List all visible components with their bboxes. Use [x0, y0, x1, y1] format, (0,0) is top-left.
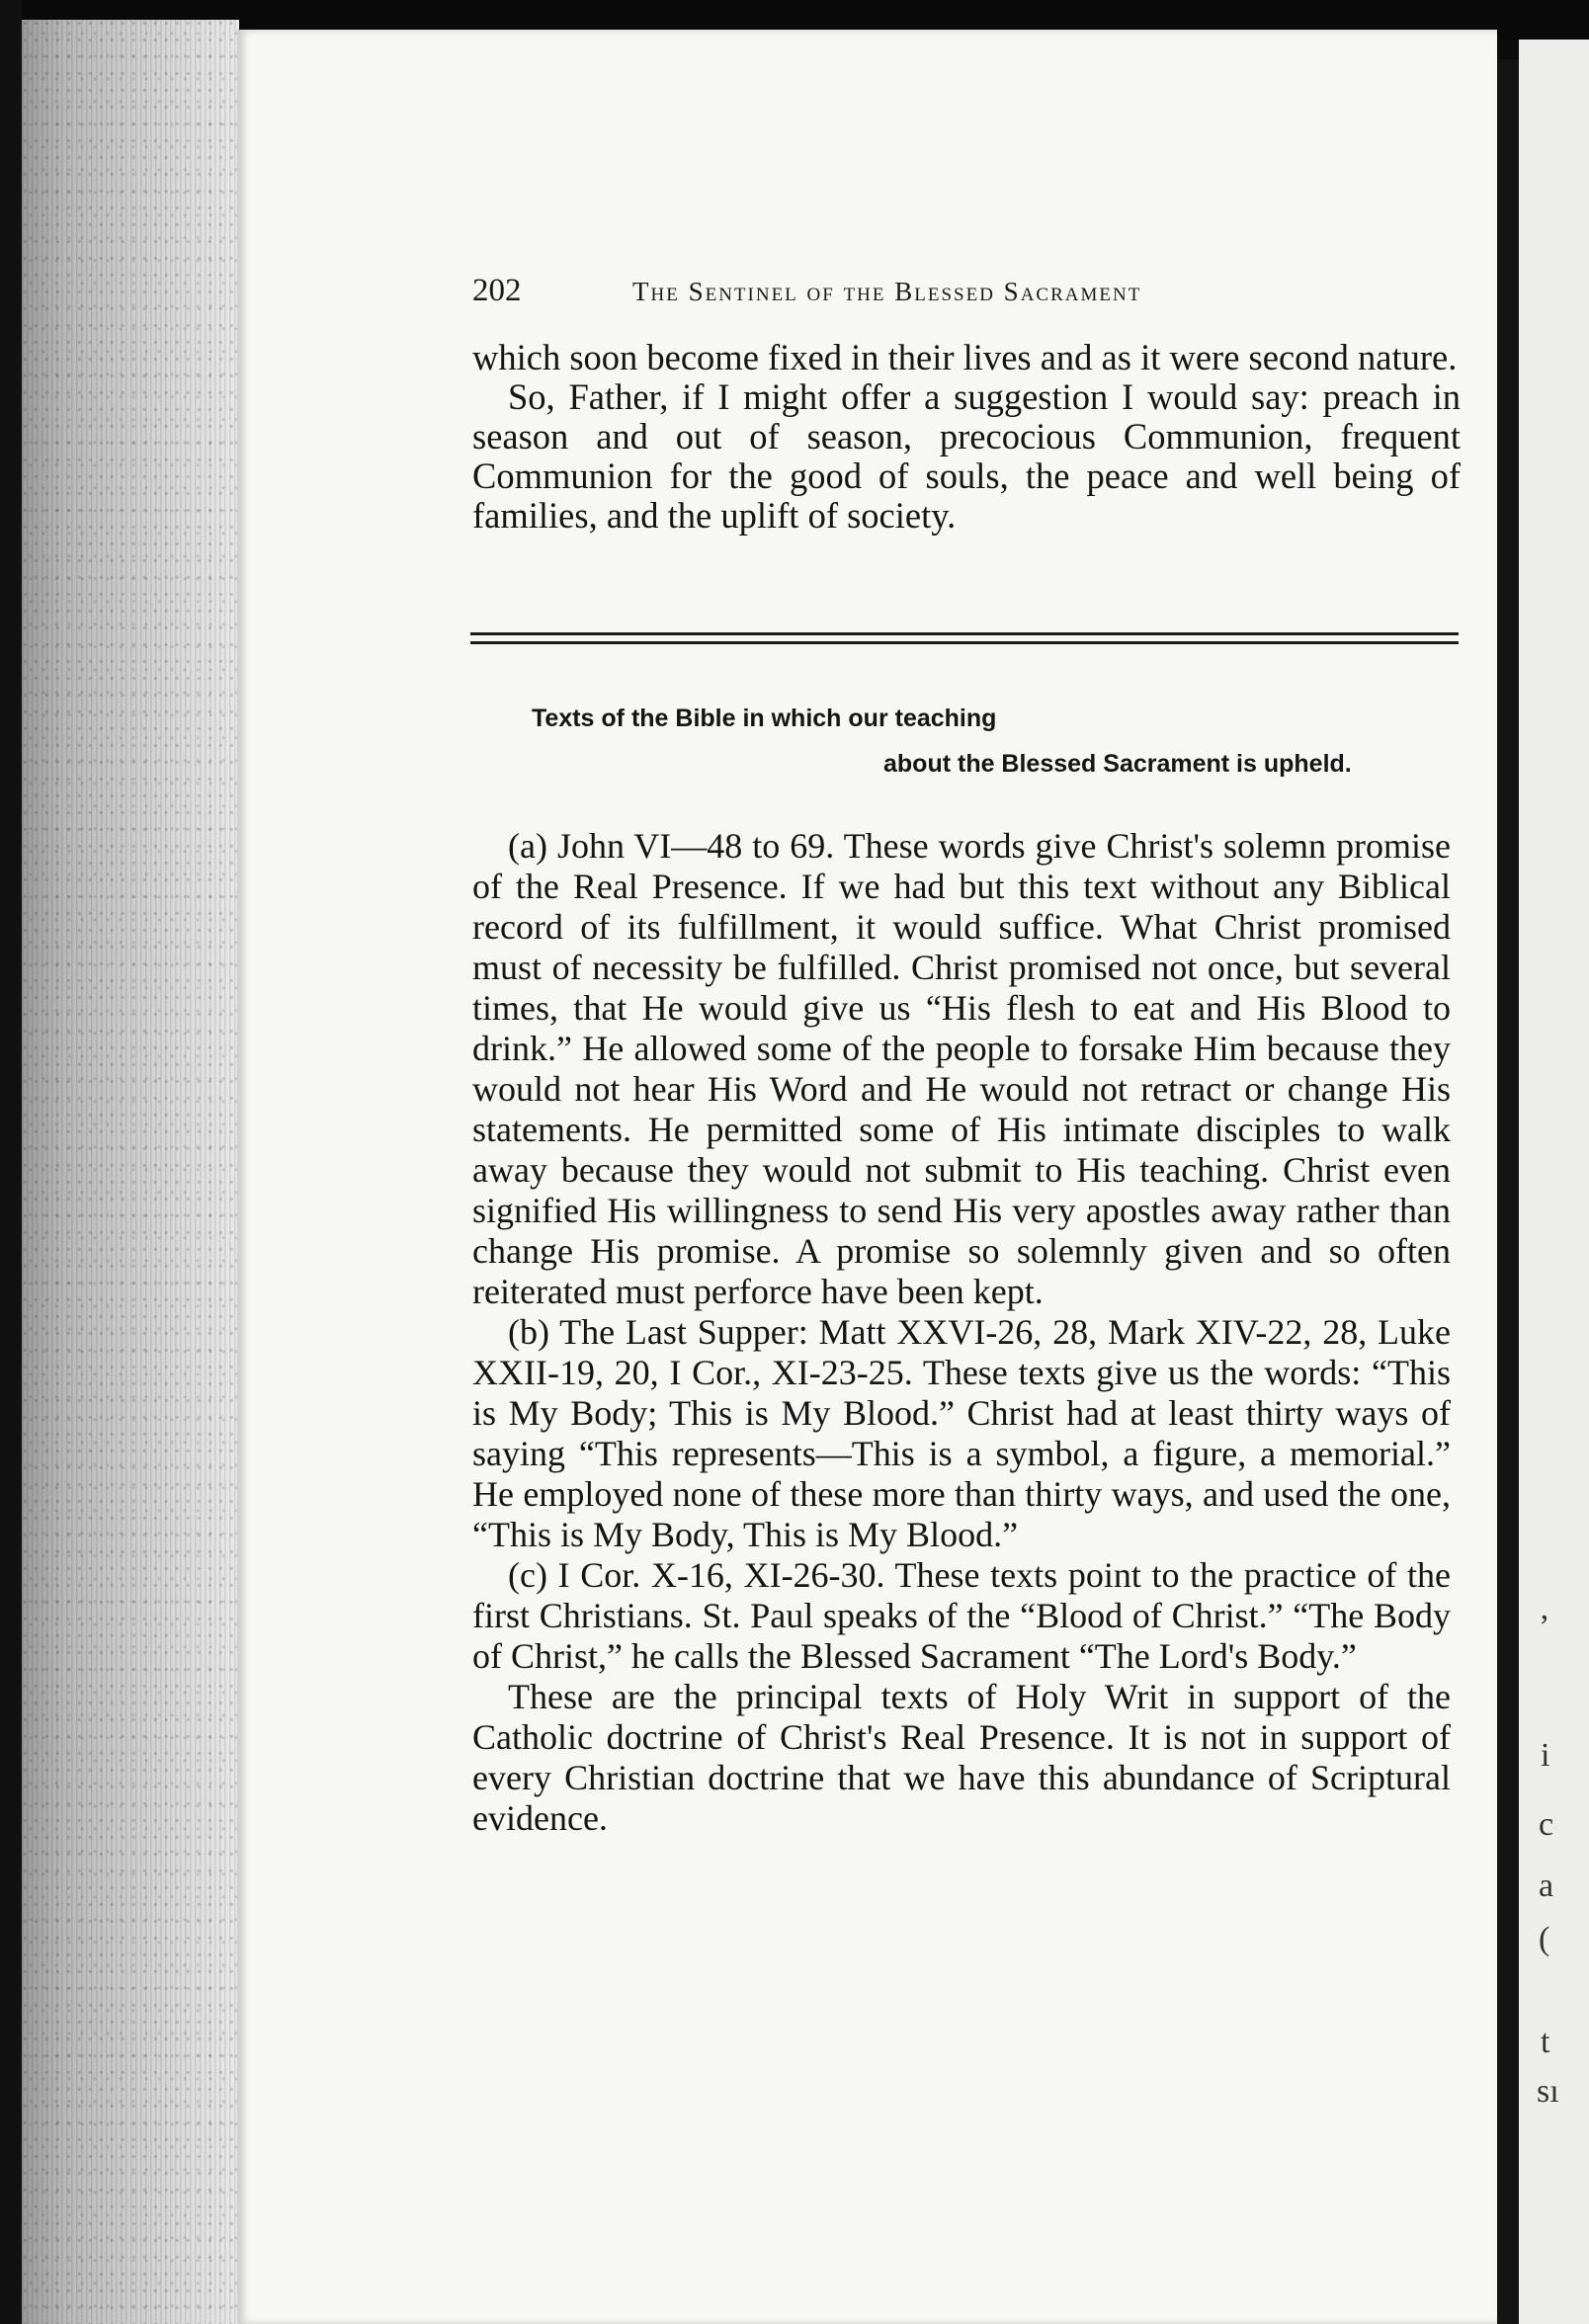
- running-head: [472, 273, 1307, 316]
- paragraph-a: (a) John VI—48 to 69. These words give Christ's solemn promise of the Real Presence. If we had but this text without any Biblical record of its fulfillment, it would suffice. What Christ promised must of necessity be fulfilled. Christ promised not once, but several times, that He would give us “His flesh to eat and His Blood to drink.” He allowed some of the people to forsake Him because they would not hear His Word and He would not retract or change His statements. He permitted some of His intimate disciples to walk away because they would not submit to His teaching. Christ even signified His willingness to send His very apostles away rather than change His promise. A promise so solemnly given and so often reiterated must perforce have been kept.: [472, 826, 1451, 1311]
- book-gutter: [1497, 59, 1519, 2324]
- section-body: [472, 826, 1451, 1839]
- paragraph-suggestion: So, Father, if I might offer a suggestion I would say: preach in season and out of season, precocious Communion, frequent Communion for the good of souls, the peace and well being of families, and the uplift of society.: [472, 376, 1461, 536]
- running-title: The Sentinel of the Blessed Sacrament: [632, 277, 1142, 306]
- section-divider: [470, 632, 1459, 644]
- scan-left-border: [0, 0, 22, 2324]
- opening-text: [472, 338, 1461, 536]
- section-heading-line-2: about the Blessed Sacrament is upheld.: [883, 750, 1352, 778]
- book-page-edges: [22, 20, 239, 2324]
- adjacent-page-fragment: i: [1541, 1737, 1550, 1774]
- paragraph-c: (c) I Cor. X-16, XI-26-30. These texts point to the practice of the first Christians. St. Paul speaks of the “Blood of Christ.” “The Body of Christ,” he calls the Blessed Sacrament “The Lord's Body.”: [472, 1555, 1451, 1676]
- page-number: 202: [472, 273, 522, 308]
- adjacent-page-sliver: [1519, 40, 1589, 2324]
- adjacent-page-fragment: c: [1539, 1806, 1554, 1843]
- adjacent-page-fragment: ’: [1539, 1609, 1550, 1645]
- section-heading-line-1: Texts of the Bible in which our teaching: [532, 705, 997, 732]
- paragraph-d: These are the principal texts of Holy Writ in support of the Catholic doctrine of Christ's Real Presence. It is not in support of every Christian doctrine that we have this abundance of Scriptural evidence.: [472, 1677, 1451, 1838]
- paragraph-continued: which soon become fixed in their lives and as it were second nature.: [472, 337, 1458, 377]
- adjacent-page-fragment: t: [1541, 2024, 1550, 2060]
- adjacent-page-fragment: sı: [1537, 2073, 1559, 2110]
- section-heading: [532, 696, 1441, 787]
- paragraph-b: (b) The Last Supper: Matt XXVI-26, 28, Mark XIV-22, 28, Luke XXII-19, 20, I Cor., XI-23-25. These texts give us the words: “This is My Body; This is My Blood.” Christ had at least thirty ways of saying “This represents—This is a symbol, a figure, a memorial.” He employed none of these more than thirty ways, and used the one, “This is My Body, This is My Blood.”: [472, 1312, 1451, 1554]
- adjacent-page-fragment: a: [1539, 1868, 1554, 1904]
- adjacent-page-fragment: (: [1539, 1921, 1550, 1957]
